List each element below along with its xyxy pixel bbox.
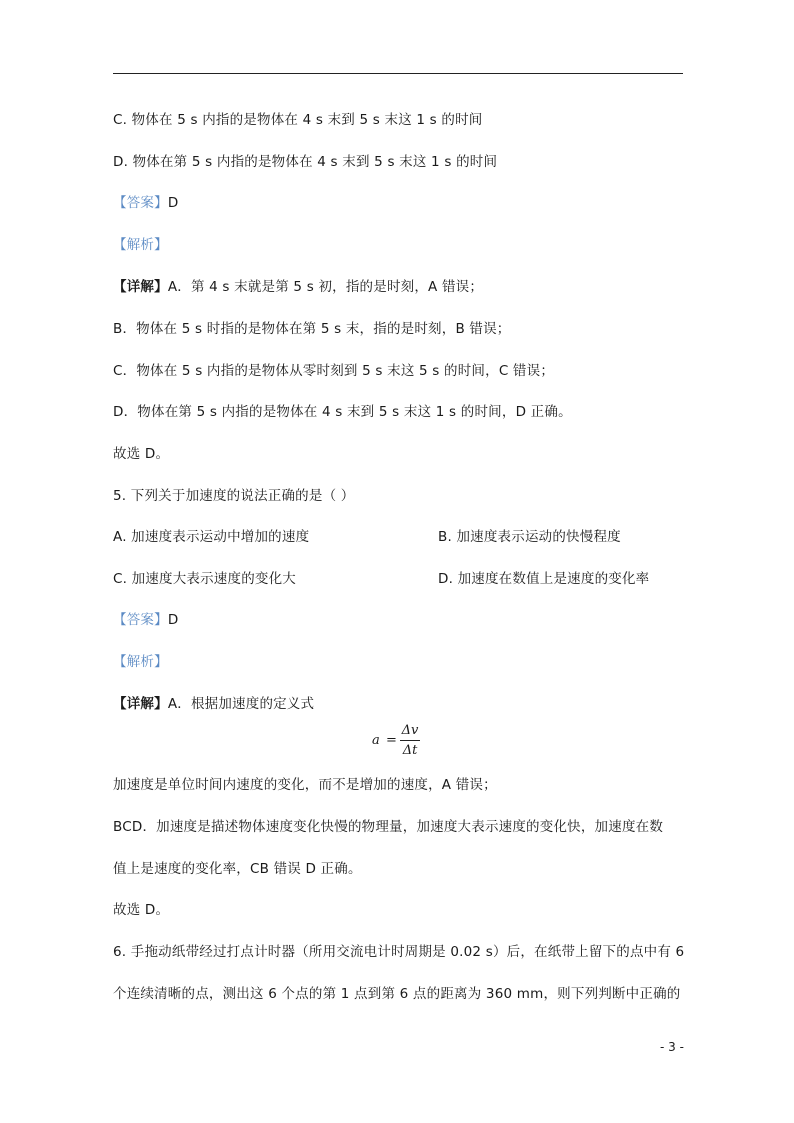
detail-row-1 [113, 277, 483, 297]
q5-option-a: A. 加速度表示运动中增加的速度 [113, 529, 310, 545]
explanation-a-2: 加速度是单位时间内速度的变化，而不是增加的速度，A 错误； [113, 777, 497, 793]
answer-tag: 【答案】 [113, 195, 168, 211]
page-number: - 3 - [660, 1040, 684, 1054]
question-6-line-2: 个连续清晰的点，测出这 6 个点的第 1 点到第 6 点的距离为 360 mm，则下列判断中正确的 [113, 986, 681, 1002]
detail-tag: 【详解】 [113, 696, 168, 712]
answer-row-1 [113, 193, 178, 213]
detail-row-2 [113, 694, 314, 714]
question-6-line-1: 6. 手拖动纸带经过打点计时器（所用交流电计时周期是 0.02 s）后，在纸带上留下的点中有 6 [113, 944, 685, 960]
formula-denominator: Δt [402, 743, 418, 758]
analysis-tag: 【解析】 [113, 654, 168, 670]
explanation-b: B．物体在 5 s 时指的是物体在第 5 s 末，指的是时刻，B 错误； [113, 321, 511, 337]
explanation-c: C．物体在 5 s 内指的是物体从零时刻到 5 s 末这 5 s 的时间，C 错误； [113, 363, 555, 379]
detail-tag: 【详解】 [113, 279, 168, 295]
header-rule [113, 73, 683, 74]
q5-option-c: C. 加速度大表示速度的变化大 [113, 571, 297, 587]
answer-row-2 [113, 610, 178, 630]
detail-text: A．第 4 s 末就是第 5 s 初，指的是时刻，A 错误； [167, 279, 484, 295]
explanation-bcd-2: 值上是速度的变化率，CB 错误 D 正确。 [113, 861, 362, 877]
conclusion-1: 故选 D。 [113, 446, 170, 462]
formula-lhs: a [372, 733, 380, 748]
explanation-bcd-1: BCD．加速度是描述物体速度变化快慢的物理量，加速度大表示速度的变化快，加速度在数 [113, 819, 664, 835]
answer-tag: 【答案】 [113, 612, 168, 628]
formula-numerator: Δv [401, 723, 419, 738]
option-c-text: C. 物体在 5 s 内指的是物体在 4 s 末到 5 s 末这 1 s 的时间 [113, 112, 483, 128]
detail-text: A．根据加速度的定义式 [167, 696, 315, 712]
answer-value: D [167, 612, 179, 628]
option-d-text: D. 物体在第 5 s 内指的是物体在 4 s 末到 5 s 末这 1 s 的时间 [113, 154, 498, 170]
conclusion-2: 故选 D。 [113, 902, 170, 918]
explanation-d: D．物体在第 5 s 内指的是物体在 4 s 末到 5 s 末这 1 s 的时间，D 正确。 [113, 404, 572, 420]
formula-fraction [400, 722, 420, 759]
formula-equals: = [386, 733, 397, 748]
question-5: 5. 下列关于加速度的说法正确的是（ ） [113, 488, 355, 504]
fraction-bar [400, 740, 420, 741]
q5-option-b: B. 加速度表示运动的快慢程度 [438, 529, 621, 545]
q5-option-d: D. 加速度在数值上是速度的变化率 [438, 571, 650, 587]
answer-value: D [167, 195, 179, 211]
analysis-tag: 【解析】 [113, 237, 168, 253]
